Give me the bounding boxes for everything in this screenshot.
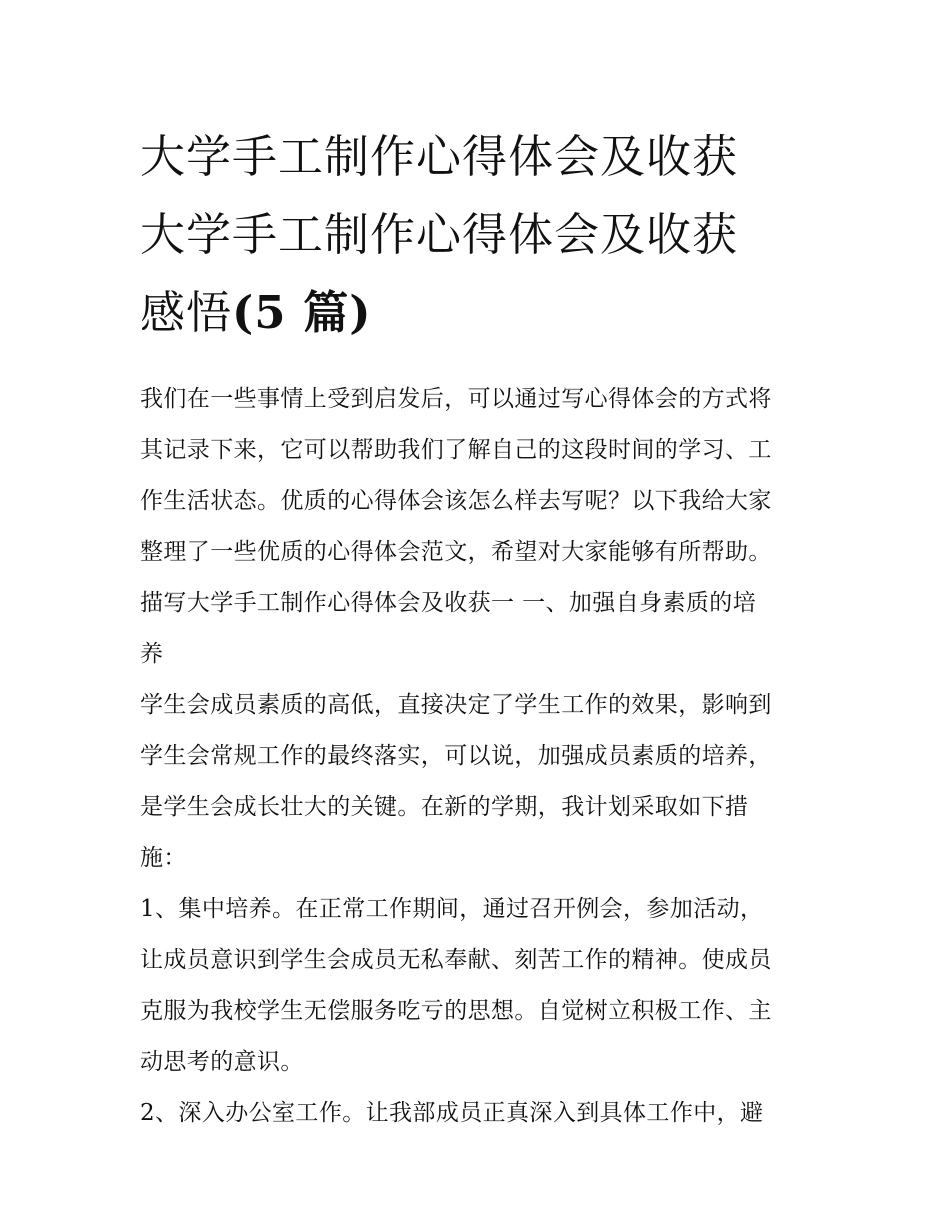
body-line: 作生活状态。优质的心得体会该怎么样去写呢？以下我给大家 [140, 488, 772, 514]
title-line: 大学手工制作心得体会及收获 [140, 208, 739, 261]
body-line: 1、集中培养。在正常工作期间，通过召开例会，参加活动， [140, 896, 764, 922]
body-line: 2、深入办公室工作。让我部成员正真深入到具体工作中，避 [140, 1100, 764, 1126]
body-line: 描写大学手工制作心得体会及收获一 一、加强自身素质的培 [140, 590, 757, 616]
body-line: 动思考的意识。 [140, 1049, 304, 1075]
document-title [140, 118, 812, 352]
document-content [140, 118, 812, 1139]
title-line: 大学手工制作心得体会及收获 [140, 130, 739, 183]
title-line-text: 感悟 [140, 286, 233, 339]
body-line: 学生会成员素质的高低，直接决定了学生工作的效果，影响到 [140, 692, 772, 718]
body-line: 是学生会成长壮大的关键。在新的学期，我计划采取如下措 [140, 794, 749, 820]
body-line: 我们在一些事情上受到启发后，可以通过写心得体会的方式将 [140, 386, 772, 412]
document-body [140, 374, 812, 1139]
body-line: 养 [140, 641, 164, 667]
body-line: 让成员意识到学生会成员无私奉献、刻苦工作的精神。使成员 [140, 947, 772, 973]
title-line-last [140, 274, 812, 352]
body-line: 施： [140, 845, 187, 871]
body-line: 其记录下来，它可以帮助我们了解自己的这段时间的学习、工 [140, 437, 772, 463]
title-count: (5 篇) [232, 286, 372, 339]
body-line: 学生会常规工作的最终落实，可以说，加强成员素质的培养， [140, 743, 772, 769]
body-line: 克服为我校学生无偿服务吃亏的思想。自觉树立积极工作、主 [140, 998, 772, 1024]
body-line: 整理了一些优质的心得体会范文，希望对大家能够有所帮助。 [140, 539, 772, 565]
